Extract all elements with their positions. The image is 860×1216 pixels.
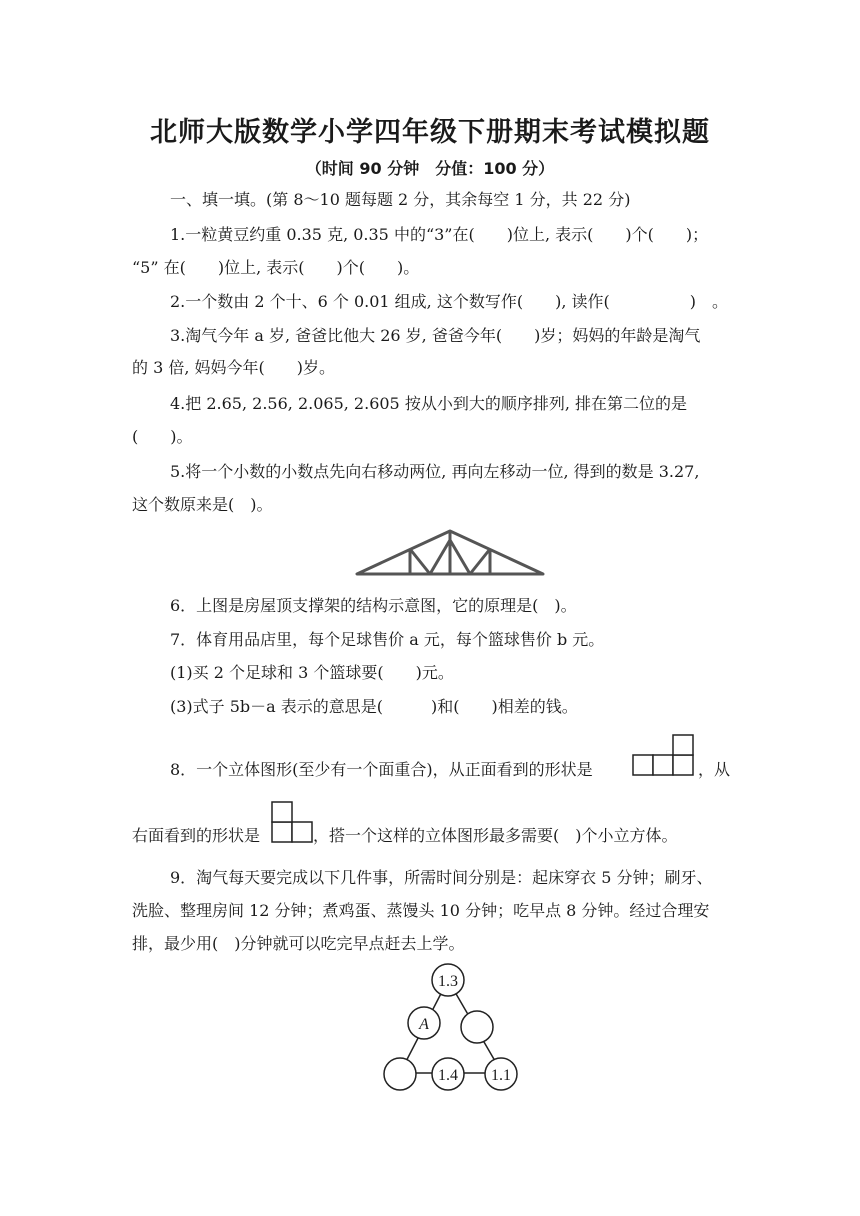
question-8-text-from: ，从 <box>698 760 731 779</box>
question-7-part-3: (3)式子 5b－a 表示的意思是( )和( )相差的钱。 <box>170 697 578 716</box>
question-8-line-2: 右面看到的形状是 <box>132 826 261 845</box>
section-heading: 一、填一填。(第 8～10 题每题 2 分，其余每空 1 分，共 22 分) <box>170 190 631 209</box>
front-view-shape <box>632 733 696 777</box>
triangle-label-bottom-mid: 1.4 <box>438 1067 458 1084</box>
page-title: 北师大版数学小学四年级下册期末考试模拟题 <box>150 117 710 148</box>
circle-right-mid <box>461 1011 493 1043</box>
triangle-label-a: A <box>419 1016 429 1033</box>
triangle-label-top: 1.3 <box>438 973 458 990</box>
question-9-line-2: 洗脸、整理房间 12 分钟；煮鸡蛋、蒸馒头 10 分钟；吃早点 8 分钟。经过合理安 <box>132 901 710 920</box>
roof-truss-diagram <box>355 528 545 578</box>
question-4-line-2: ( )。 <box>132 427 193 446</box>
right-view-shape <box>271 800 315 844</box>
circle-bottom-left <box>384 1058 416 1090</box>
question-1-line-1: 1.一粒黄豆约重 0.35 克, 0.35 中的“3”在( )位上, 表示( )个( )； <box>170 225 709 244</box>
triangle-label-bottom-right: 1.1 <box>491 1067 511 1084</box>
question-2: 2.一个数由 2 个十、6 个 0.01 组成, 这个数写作( ), 读作( ) 。 <box>170 292 728 311</box>
question-5-line-2: 这个数原来是( )。 <box>132 495 273 514</box>
question-8-line-1: 8．一个立体图形(至少有一个面重合)，从正面看到的形状是 <box>170 760 593 779</box>
question-9-line-3: 排，最少用( )分钟就可以吃完早点赶去上学。 <box>132 934 465 953</box>
question-1-line-2: “5” 在( )位上, 表示( )个( )。 <box>132 258 420 277</box>
question-9-line-1: 9．淘气每天要完成以下几件事，所需时间分别是：起床穿衣 5 分钟；刷牙、 <box>170 868 713 887</box>
question-3-line-2: 的 3 倍, 妈妈今年( )岁。 <box>132 358 336 377</box>
question-3-line-1: 3.淘气今年 a 岁, 爸爸比他大 26 岁, 爸爸今年( )岁；妈妈的年龄是淘气 <box>170 326 701 345</box>
question-4-line-1: 4.把 2.65, 2.56, 2.065, 2.605 按从小到大的顺序排列, 排在第二位的是 <box>170 394 687 413</box>
question-5-line-1: 5.将一个小数的小数点先向右移动两位, 再向左移动一位, 得到的数是 3.27, <box>170 462 700 481</box>
question-7-part-1: (1)买 2 个足球和 3 个篮球要( )元。 <box>170 663 454 682</box>
number-triangle-diagram <box>380 960 520 1096</box>
exam-info: （时间 90 分钟 分值：100 分） <box>305 159 555 178</box>
question-7: 7．体育用品店里，每个足球售价 a 元，每个篮球售价 b 元。 <box>170 630 605 649</box>
question-6: 6．上图是房屋顶支撑架的结构示意图，它的原理是( )。 <box>170 596 577 615</box>
question-8-line-2-end: ，搭一个这样的立体图形最多需要( )个小立方体。 <box>313 826 678 845</box>
